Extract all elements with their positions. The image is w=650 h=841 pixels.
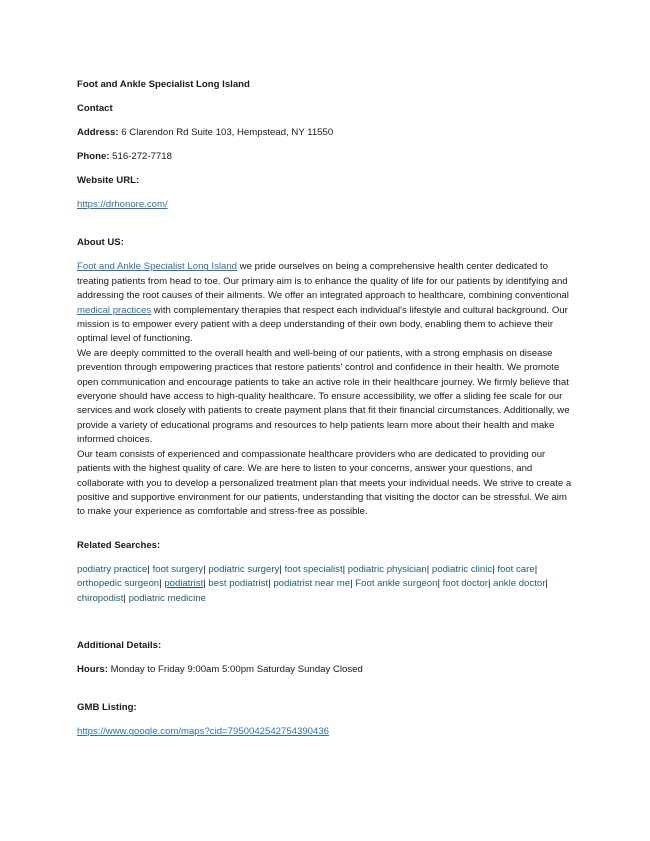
about-paragraph-2: We are deeply committed to the overall health and well-being of our patients, with a strong emphasis on disease prevention through empowering practices that restore patients' control and confidence in their health. We promote open communication and encourage patients to take an active role in their healthcare journey. We firmly believe that everyone should have access to high-quality healthcare. To ensure accessibility, we offer a sliding fee scale for our services and work closely with patients to create payment plans that fit their financial circumstances. Additionally, we provide a variety of educational programs and resources to help patients learn more about their health and make informed choices. [77,347,570,446]
phone-value: 516-272-7718 [109,151,172,162]
website-label: Website URL: [77,175,140,186]
related-tag-link[interactable]: podiatric physician [347,563,427,575]
hours-value: Monday to Friday 9:00am 5:00pm Saturday Sunday Closed [107,663,363,675]
gmb-link[interactable]: https://www.google.com/maps?cid=7950042542754390436 [77,726,330,738]
contact-heading: Contact [77,103,113,114]
related-tag-link[interactable]: foot doctor [442,578,488,590]
related-tag-link[interactable]: foot care [497,563,535,575]
additional-heading: Additional Details: [77,639,162,651]
website-link[interactable]: https://drhonore.com/ [77,199,168,210]
related-tag-link[interactable]: chiropodist [77,592,124,604]
tag-separator: | [350,578,353,590]
related-tag-link[interactable]: podiatrist [164,578,204,590]
tag-separator: | [426,563,430,575]
tag-separator: | [342,563,346,575]
gmb-line [77,725,577,739]
tag-separator: | [545,578,548,590]
document-title: Foot and Ankle Specialist Long Island [77,79,250,90]
related-tag-link[interactable]: Foot ankle surgeon [355,578,438,590]
hours-line [77,663,577,677]
related-tag-link[interactable]: podiatrist near me [273,578,351,590]
tag-separator: | [147,563,150,575]
about-text-1b: with complementary therapies that respect each individual's lifestyle and cultural background. Our mission is to empower every patient with a deep understanding of their own body, enabling them to achieve their optimal level of functioning. [77,304,568,345]
about-heading: About US: [77,237,124,249]
gmb-heading: GMB Listing: [77,702,137,714]
related-tag-link[interactable]: podiatric surgery [208,563,280,575]
about-text-1a: we pride ourselves on being a comprehensive health center dedicated to treating patients from head to toe. Our primary aim is to enhance the quality of life for our patients by identifying and addressing the root causes of their ailments. We offer an integrated approach to healthcare, combining conventional [77,261,569,302]
phone-label: Phone: [77,151,110,162]
related-tag-link[interactable]: best podiatrist [208,578,269,590]
tag-separator: | [437,578,440,590]
tag-separator: | [268,578,271,590]
related-tag-link[interactable]: podiatry practice [77,563,148,575]
related-tag-link[interactable]: foot specialist [284,563,343,575]
related-tag-link[interactable]: podiatric medicine [128,592,206,604]
related-tag-link[interactable]: orthopedic surgeon [77,578,160,590]
about-paragraph-3: Our team consists of experienced and compassionate healthcare providers who are dedicated to providing our patients with the highest quality of care. We are here to listen to your concerns, answer your questions, and collaborate with you to develop a personalized treatment plan that meets your individual needs. We strive to create a positive and supportive environment for our patients, understanding that visiting the doctor can be stressful. We aim to make your experience as comfortable and stress-free as possible. [77,448,572,518]
address-label: Address: [77,127,119,138]
phone-line [77,150,577,164]
tag-separator: | [487,578,491,590]
related-tag-link[interactable]: ankle doctor [493,578,546,590]
related-tag-link[interactable]: podiatric clinic [431,563,493,575]
related-heading: Related Searches: [77,539,161,551]
medical-practices-link[interactable]: medical practices [77,304,152,316]
website-line [77,198,577,212]
tag-separator: | [279,563,282,575]
document-body [77,78,577,740]
tag-separator: | [123,592,126,604]
hours-label: Hours: [77,663,108,675]
tag-separator: | [203,563,206,575]
related-tag-link[interactable]: foot surgery [152,563,204,575]
tag-separator: | [492,563,495,575]
tag-separator: | [534,563,538,575]
about-paragraph-1 [77,260,577,346]
related-tags [77,563,577,606]
tag-separator: | [159,578,162,590]
address-value: 6 Clarendon Rd Suite 103, Hempstead, NY 11550 [118,127,334,138]
address-line [77,126,577,140]
tag-separator: | [203,578,206,590]
about-specialist-link[interactable]: Foot and Ankle Specialist Long Island [77,261,238,273]
